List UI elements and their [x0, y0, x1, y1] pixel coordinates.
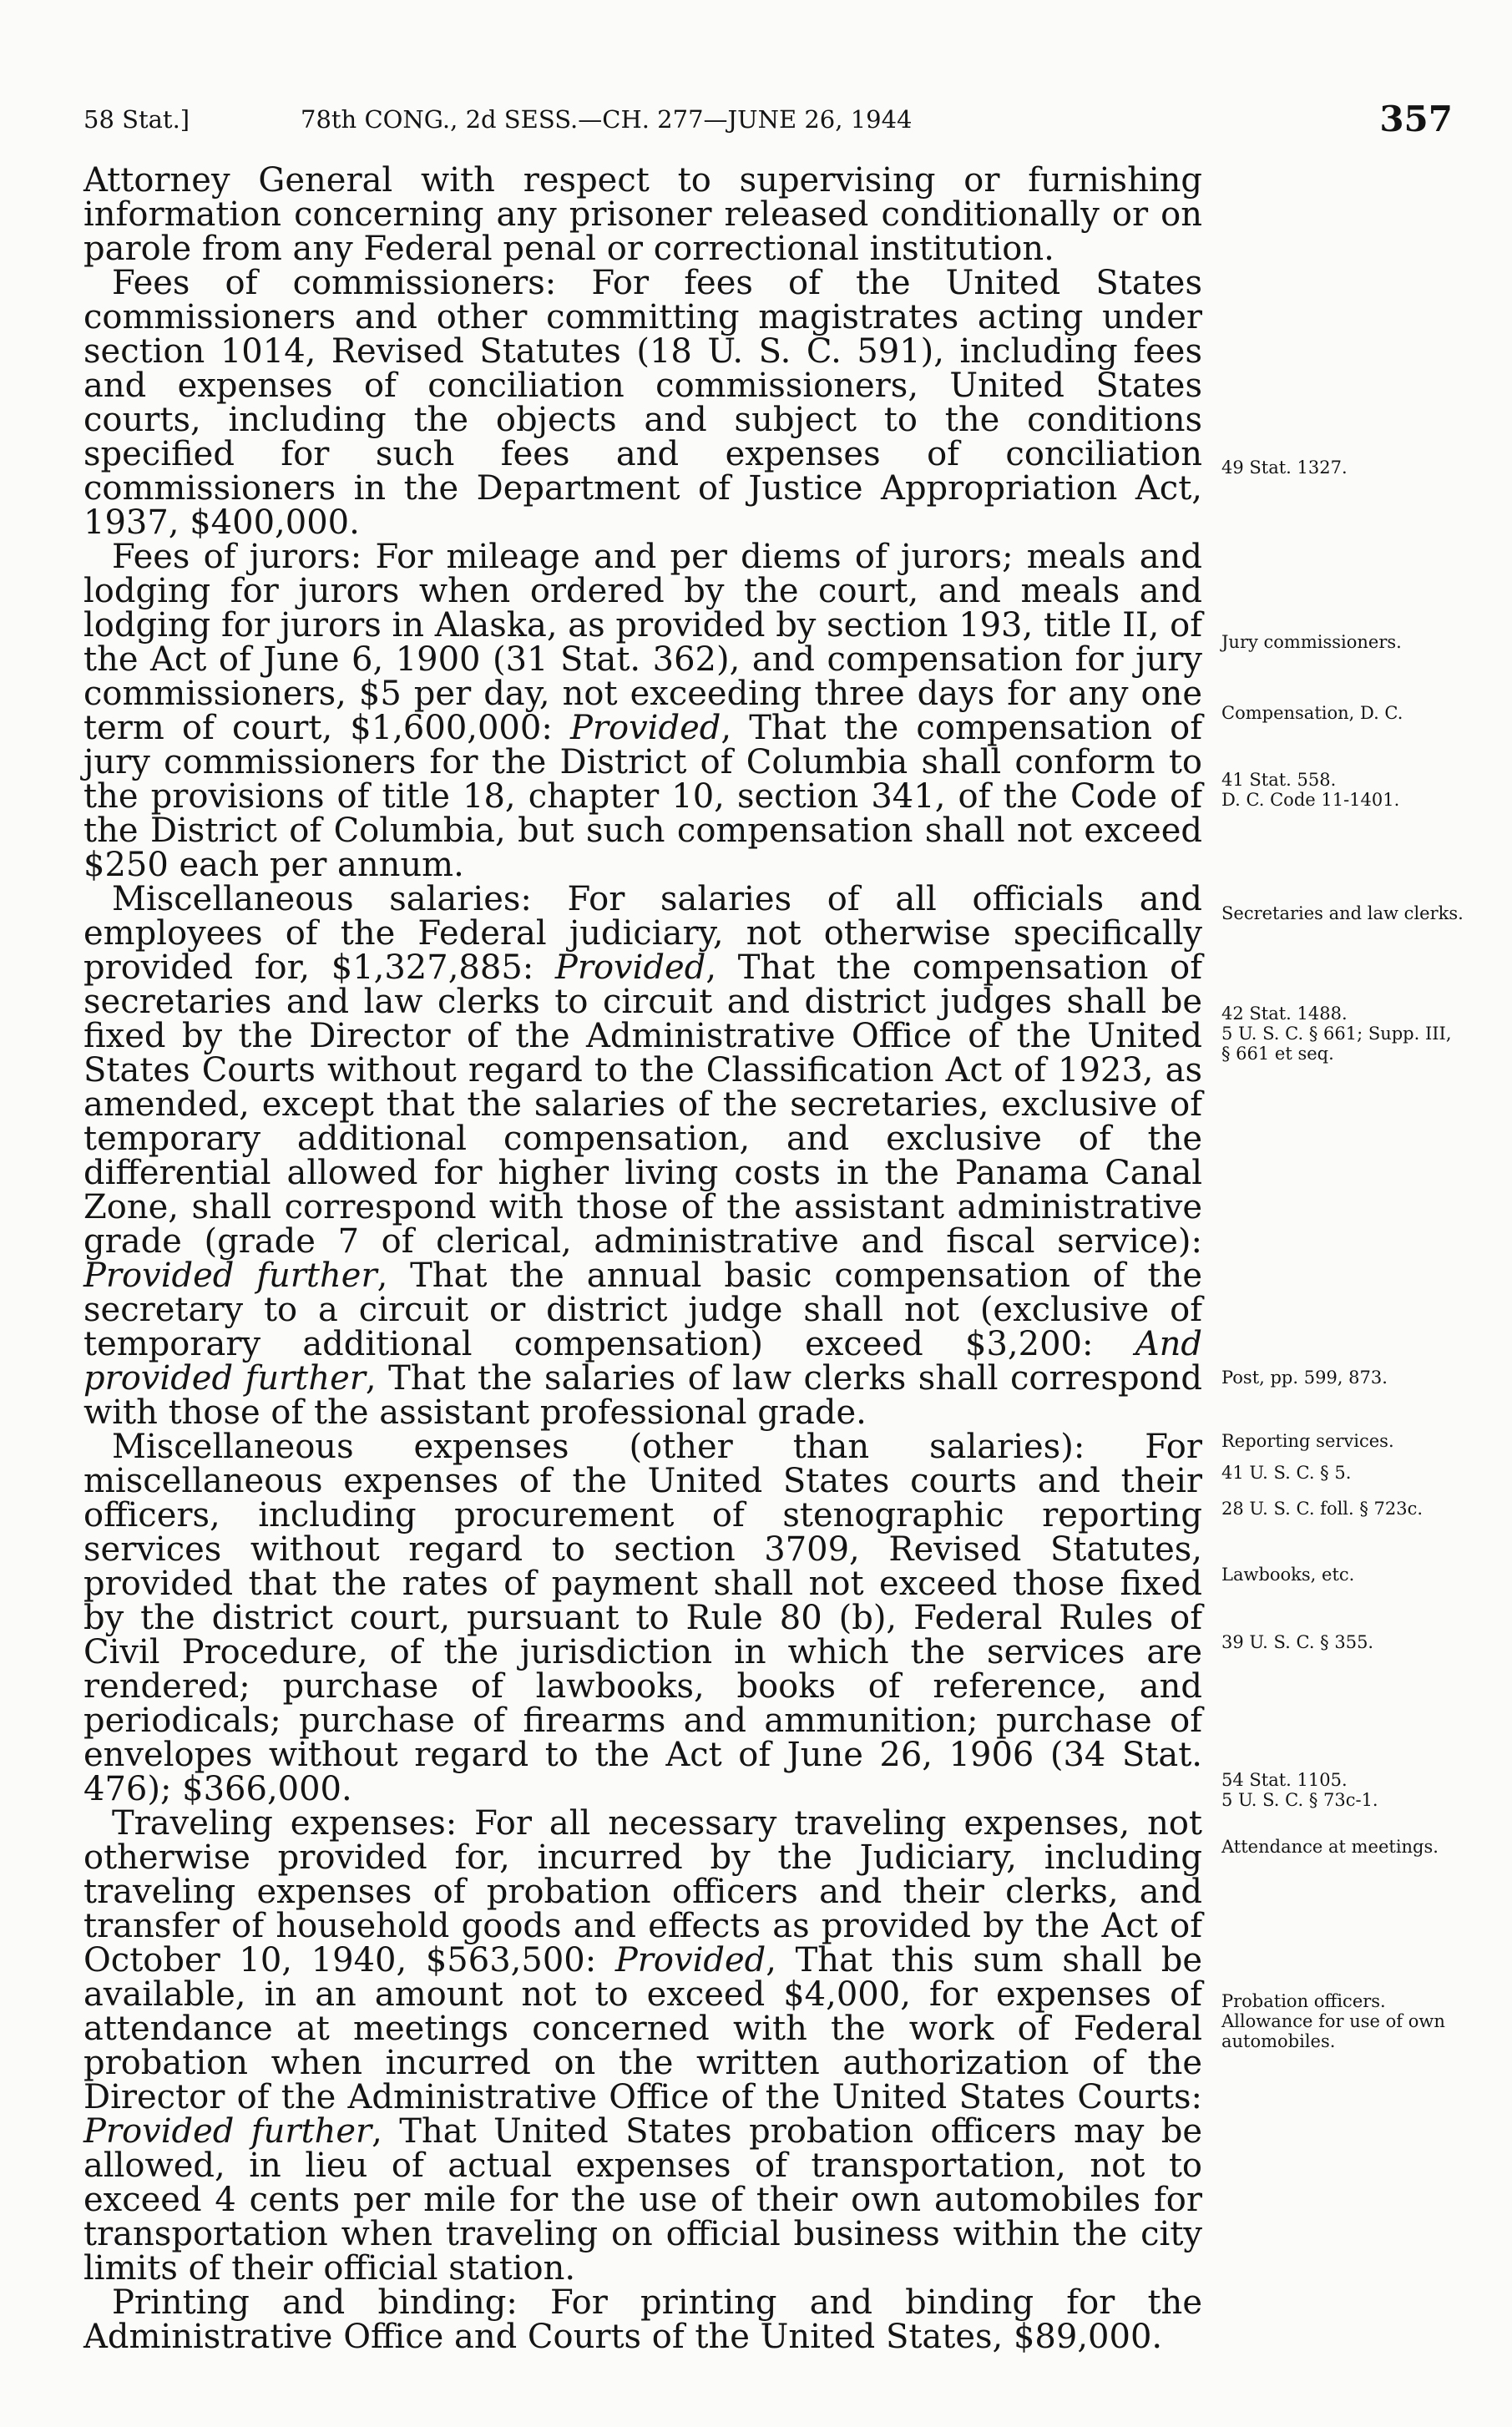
paragraph-fees-of-commissioners: Fees of commissioners: For fees of the United States commissioners and other committing magistrates acting under section 1014, Revised Statutes (18 U. S. C. 591), including fees and expenses of conciliation commissioners, United States courts, including the objects and subject to the conditions specified for such fees and expenses of conciliation commissioners in the Department of Justice Appropriation Act, 1937, $400,000. [83, 264, 1202, 542]
paragraph-traveling-expenses: Traveling expenses: For all necessary traveling expenses, not otherwise provided for, incurred by the Judiciary, including traveling expenses of probation officers and their clerks, and transfer of household goods and effects as provided by the Act of October 10, 1940, $563,500: Provided, That this sum shall be available, in an amount not to exceed $4,000, for expenses of attendance at meetings concerned with the work of Federal probation when incurred on the written authorization of the Director of the Administrative Office of the United States Courts: Provided further, That United States probation officers may be allowed, in lieu of actual expenses of transportation, not to exceed 4 cents per mile for the use of their own automobiles for transportation when traveling on official business within the city limits of their official station. [83, 1804, 1203, 2288]
paragraph-printing-and-binding: Printing and binding: For printing and binding for the Administrative Office and Courts of the United States, $89,000. [83, 2283, 1202, 2356]
statute-reference: 58 Stat.] [83, 105, 190, 134]
page-number: 357 [1379, 99, 1453, 139]
margin-note: Post, pp. 599, 873. [1221, 1368, 1388, 1388]
margin-note: Attendance at meetings. [1221, 1837, 1439, 1857]
margin-note: Secretaries and law clerks. [1221, 903, 1464, 923]
margin-note: 42 Stat. 1488. 5 U. S. C. § 661; Supp. III, § 661 et seq. [1221, 1004, 1452, 1064]
margin-note: 54 Stat. 1105. 5 U. S. C. § 73c-1. [1221, 1770, 1378, 1810]
margin-note: 41 U. S. C. § 5. [1221, 1463, 1352, 1483]
margin-note: Lawbooks, etc. [1221, 1565, 1355, 1585]
paragraph-miscellaneous-expenses: Miscellaneous expenses (other than salaries): For miscellaneous expenses of the United States courts and their officers, including procurement of stenographic reporting services without regard to section 3709, Revised Statutes, provided that the rates of payment shall not exceed those fixed by the district court, pursuant to Rule 80 (b), Federal Rules of Civil Procedure, of the jurisdiction in which the services are rendered; purchase of lawbooks, books of reference, and periodicals; purchase of firearms and ammunition; purchase of envelopes without regard to the Act of June 26, 1906 (34 Stat. 476); $366,000. [83, 1428, 1202, 1808]
paragraph-attorney-general: Attorney General with respect to supervising or furnishing information concerning any prisoner released conditionally or on parole from any Federal penal or correctional institution. [83, 161, 1202, 268]
body-text [83, 161, 1203, 2356]
margin-note: Compensation, D. C. [1221, 703, 1403, 723]
margin-note: 28 U. S. C. foll. § 723c. [1221, 1499, 1424, 1519]
margin-note: 49 Stat. 1327. [1221, 458, 1348, 478]
paragraph-miscellaneous-salaries: Miscellaneous salaries: For salaries of all officials and employees of the Federal judiciary, not otherwise specifically provided for, $1,327,885: Provided, That the compensation of secretaries and law clerks to circuit and district judges shall be fixed by the Director of the Administrative Office of the United States Courts without regard to the Classification Act of 1923, as amended, except that the salaries of the secretaries, exclusive of temporary additional compensation, and exclusive of the differential allowed for higher living costs in the Panama Canal Zone, shall correspond with those of the assistant administrative grade (grade 7 of clerical, administrative and fiscal service): Provided further, That the annual basic compensation of the secretary to a circuit or district judge shall not (exclusive of temporary additional compensation) exceed $3,200: And provided further, That the salaries of law clerks shall correspond with those of the assistant professional grade. [83, 880, 1202, 1432]
margin-note: Reporting services. [1221, 1431, 1394, 1451]
margin-note: 41 Stat. 558. D. C. Code 11-1401. [1221, 770, 1400, 810]
session-chapter-title: 78th CONG., 2d SESS.—CH. 277—JUNE 26, 1944 [301, 105, 913, 134]
margin-note: Jury commissioners. [1221, 632, 1402, 652]
margin-note: Probation officers. Allowance for use of own automobiles. [1221, 1991, 1445, 2051]
page-header [83, 99, 1453, 149]
paragraph-fees-of-jurors: Fees of jurors: For mileage and per diems of jurors; meals and lodging for jurors when ordered by the court, and meals and lodging for jurors in Alaska, as provided by section 193, title II, of the Act of June 6, 1900 (31 Stat. 362), and compensation for jury commissioners, $5 per day, not exceeding three days for any one term of court, $1,600,000: Provided, That the compensation of jury commissioners for the District of Columbia shall conform to the provisions of title 18, chapter 10, section 341, of the Code of the District of Columbia, but such compensation shall not exceed $250 each per annum. [83, 538, 1202, 884]
margin-note: 39 U. S. C. § 355. [1221, 1632, 1374, 1652]
